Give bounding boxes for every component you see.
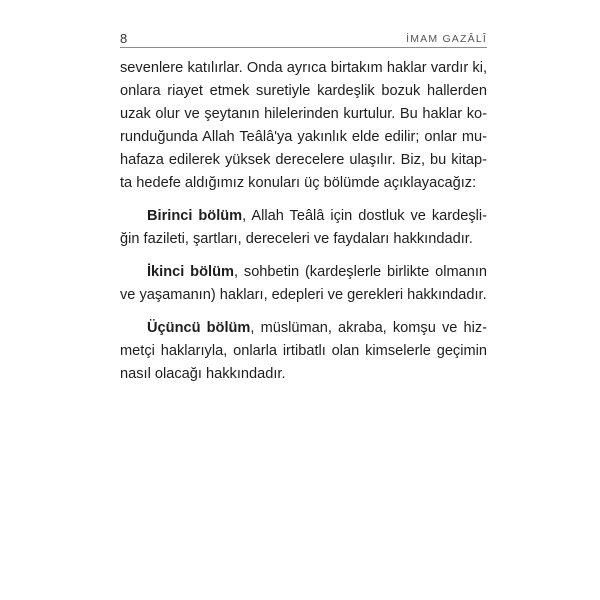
body-text xyxy=(120,57,487,386)
text-line: uzak olur ve şeytanın hilelerinden kurtulur. Bu haklar ko- xyxy=(120,106,487,122)
intro-paragraph xyxy=(120,57,487,195)
text-line: onlara riayet etmek suretiyle kardeşlik bozuk hallerden xyxy=(120,83,487,99)
section-title: Üçüncü bölüm xyxy=(147,320,251,336)
text-line: ta hedefe aldığımız konuları üç bölümde açıklayacağız: xyxy=(120,175,477,191)
text-line: nasıl olacağı hakkındadır. xyxy=(120,366,286,382)
section-paragraph-2 xyxy=(120,261,487,307)
text-line: runduğunda Allah Teâlâ'ya yakınlık elde edilir; onlar mu- xyxy=(120,129,487,145)
text-line: metçi haklarıyla, onlarla irtibatlı olan kimselerle geçimin xyxy=(120,343,487,359)
text-line: ğin fazileti, şartları, dereceleri ve faydaları hakkındadır. xyxy=(120,231,473,247)
text-line xyxy=(120,317,487,340)
page-number: 8 xyxy=(120,31,128,46)
text-line: hafaza edilerek yüksek derecelere ulaşılır. Biz, bu kitap- xyxy=(120,152,487,168)
text-line xyxy=(120,261,487,284)
section-text: , müslüman, akraba, komşu ve hiz- xyxy=(250,320,487,336)
running-header xyxy=(120,30,487,48)
text-line: sevenlere katılırlar. Onda ayrıca birtakım haklar vardır ki, xyxy=(120,60,487,76)
section-text: , sohbetin (kardeşlerle birlikte olmanın xyxy=(233,264,488,280)
book-page xyxy=(120,30,487,386)
running-title: İMAM GAZÂLÎ xyxy=(406,33,487,45)
section-paragraph-3 xyxy=(120,317,487,386)
section-title: İkinci bölüm xyxy=(147,264,234,280)
text-line xyxy=(120,205,487,228)
text-line: ve yaşamanın) hakları, edepleri ve gerekleri hakkındadır. xyxy=(120,287,487,303)
section-paragraph-1 xyxy=(120,205,487,251)
section-title: Birinci bölüm xyxy=(147,208,243,224)
section-text: , Allah Teâlâ için dostluk ve kardeşli- xyxy=(242,208,487,224)
